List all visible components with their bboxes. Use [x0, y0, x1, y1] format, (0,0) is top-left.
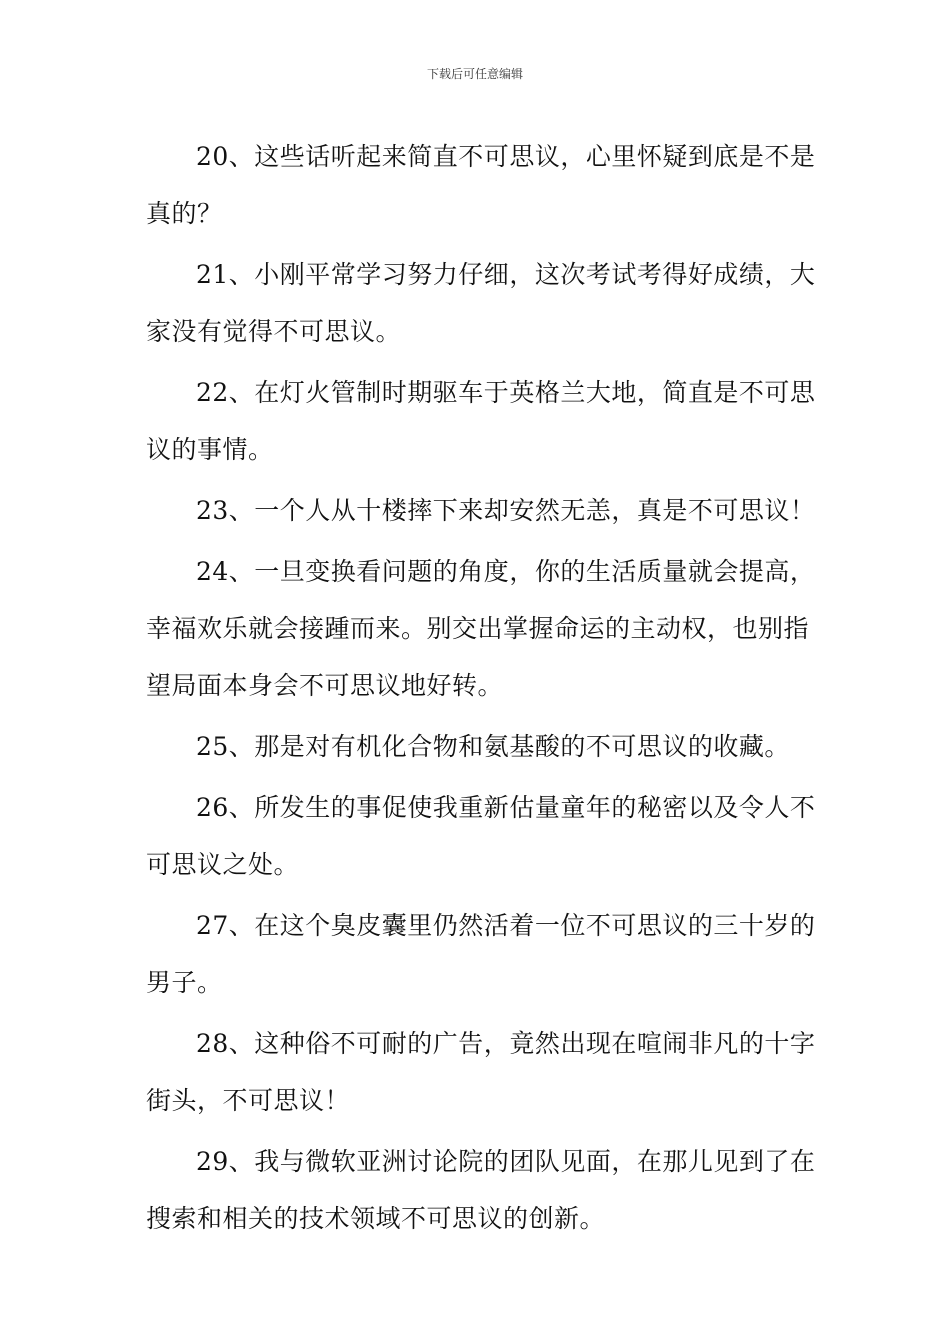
document-body: [146, 128, 826, 1251]
paragraph-28: 28、这种俗不可耐的广告，竟然出现在喧闹非凡的十字街头，不可思议！: [146, 1029, 816, 1115]
paragraph-29: 29、我与微软亚洲讨论院的团队见面，在那儿见到了在搜索和相关的技术领域不可思议的创新。: [146, 1147, 816, 1233]
paragraph-25: 25、那是对有机化合物和氨基酸的不可思议的收藏。: [196, 732, 790, 761]
paragraph-21: 21、小刚平常学习努力仔细，这次考试考得好成绩，大家没有觉得不可思议。: [146, 260, 816, 346]
paragraph-22: 22、在灯火管制时期驱车于英格兰大地，简直是不可思议的事情。: [146, 378, 816, 464]
paragraph-23: 23、一个人从十楼摔下来却安然无恙，真是不可思议！: [196, 496, 816, 525]
paragraph-24: 24、一旦变换看问题的角度，你的生活质量就会提高，幸福欢乐就会接踵而来。别交出掌握命运的主动权，也别指望局面本身会不可思议地好转。: [146, 557, 816, 700]
page-header: 下载后可任意编辑: [426, 67, 523, 81]
paragraph-26: 26、所发生的事促使我重新估量童年的秘密以及令人不可思议之处。: [146, 793, 816, 879]
paragraph-27: 27、在这个臭皮囊里仍然活着一位不可思议的三十岁的男子。: [146, 911, 816, 997]
paragraph-20: 20、这些话听起来简直不可思议，心里怀疑到底是不是真的？: [146, 142, 816, 228]
